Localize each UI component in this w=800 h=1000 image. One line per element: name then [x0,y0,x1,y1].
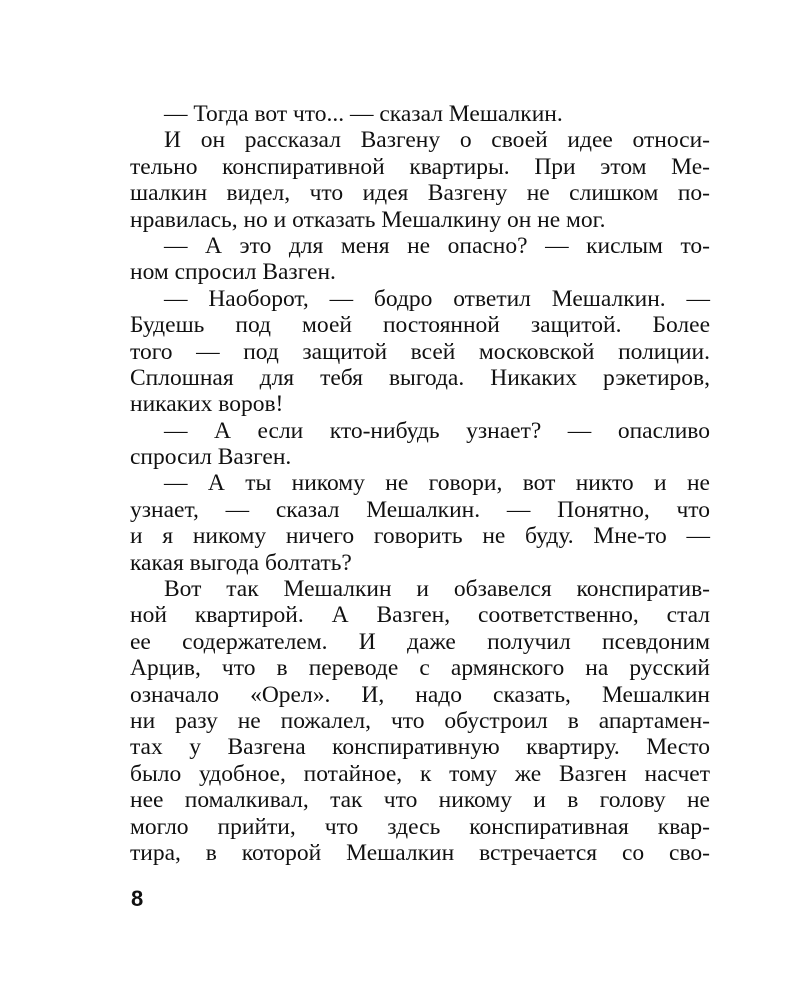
text-line: тельно конспиративной квартиры. При этом Ме- [130,153,710,180]
text-line: Сплошная для тебя выгода. Никаких рэкетиров, [130,364,710,391]
text-line: было удобное, потайное, к тому же Вазген насчет [130,760,710,787]
text-line: никаких воров! [130,391,284,418]
text-line: и я никому ничего говорить не буду. Мне-то — [130,523,710,550]
text-line: Арцив, что в переводе с армянского на русский [130,655,710,682]
page-number: 8 [131,886,144,911]
text-line: — Наоборот, — бодро ответил Мешалкин. — [164,285,710,312]
text-line: — А ты никому не говори, вот никто и не [164,470,710,497]
text-line: тира, в которой Мешалкин встречается со сво- [130,839,710,866]
text-line: Будешь под моей постоянной защитой. Более [130,312,710,339]
text-line: — А если кто-нибудь узнает? — опасливо [164,417,710,444]
text-line: ни разу не пожалел, что обустроил в апартамен- [130,707,710,734]
text-line: спросил Вазген. [130,444,292,471]
text-line: какая выгода болтать? [130,549,352,576]
text-line: — А это для меня не опасно? — кислым то- [164,232,710,259]
text-line: могло прийти, что здесь конспиративная квар- [130,813,710,840]
text-line: тах у Вазгена конспиративную квартиру. Место [130,734,710,761]
body-text [130,101,710,866]
text-line: нее помалкивал, так что никому и в голову не [130,787,710,814]
text-line: нравилась, но и отказать Мешалкину он не мог. [130,206,606,233]
text-line: ном спросил Вазген. [130,259,336,286]
text-line: ее содержателем. И даже получил псевдоним [130,628,710,655]
text-line: шалкин видел, что идея Вазгену не слишком по- [130,180,710,207]
text-line: того — под защитой всей московской полиции. [130,338,710,365]
text-line: И он рассказал Вазгену о своей идее относи- [164,127,710,154]
text-line: — Тогда вот что... — сказал Мешалкин. [164,101,563,127]
text-line: означало «Орел». И, надо сказать, Мешалкин [130,681,710,708]
text-line: узнает, — сказал Мешалкин. — Понятно, что [130,496,710,523]
text-line: Вот так Мешалкин и обзавелся конспиратив- [164,576,710,603]
text-line: ной квартирой. А Вазген, соответственно, стал [130,602,710,629]
